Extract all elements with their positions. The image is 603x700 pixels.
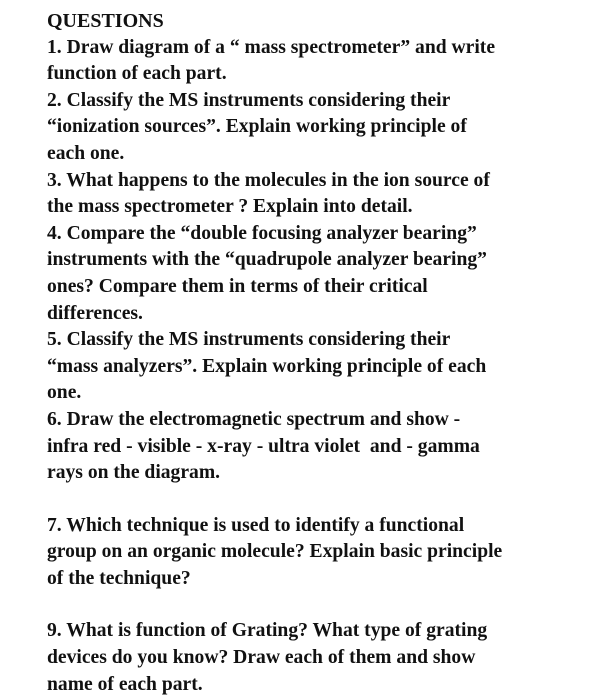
question-line: 6. Draw the electromagnetic spectrum and show - bbox=[47, 408, 461, 430]
question-line: function of each part. bbox=[47, 63, 227, 85]
question-5 bbox=[47, 327, 587, 407]
question-line: “ionization sources”. Explain working principle of bbox=[47, 116, 467, 138]
question-line: 9. What is function of Grating? What type of grating bbox=[47, 620, 488, 642]
question-1 bbox=[47, 35, 587, 88]
question-line: one. bbox=[47, 382, 82, 404]
question-line: differences. bbox=[47, 302, 143, 324]
spacer bbox=[47, 592, 587, 618]
question-3 bbox=[47, 168, 587, 221]
question-9 bbox=[47, 618, 587, 698]
question-2 bbox=[47, 88, 587, 168]
question-line: rays on the diagram. bbox=[47, 462, 221, 484]
question-line: 1. Draw diagram of a “ mass spectrometer” and write bbox=[47, 36, 496, 58]
question-line: name of each part. bbox=[47, 673, 203, 695]
question-line: the mass spectrometer ? Explain into detail. bbox=[47, 196, 413, 218]
question-line: ones? Compare them in terms of their critical bbox=[47, 275, 428, 297]
question-line: 3. What happens to the molecules in the ion source of bbox=[47, 169, 490, 191]
question-line: 2. Classify the MS instruments considering their bbox=[47, 89, 451, 111]
question-line: each one. bbox=[47, 142, 125, 164]
question-line: instruments with the “quadrupole analyzer bearing” bbox=[47, 249, 487, 271]
page-title: QUESTIONS bbox=[47, 10, 164, 32]
question-line: devices do you know? Draw each of them and show bbox=[47, 647, 476, 669]
question-line: of the technique? bbox=[47, 567, 191, 589]
question-line: 4. Compare the “double focusing analyzer bearing” bbox=[47, 222, 477, 244]
question-line: 7. Which technique is used to identify a functional bbox=[47, 514, 465, 536]
question-4 bbox=[47, 221, 587, 327]
question-line: 5. Classify the MS instruments considering their bbox=[47, 329, 451, 351]
questions-document bbox=[47, 8, 587, 698]
question-7 bbox=[47, 513, 587, 593]
spacer bbox=[47, 487, 587, 513]
question-6 bbox=[47, 407, 587, 487]
question-line: infra red - visible - x-ray - ultra violet and - gamma bbox=[47, 435, 480, 457]
question-line: “mass analyzers”. Explain working principle of each bbox=[47, 355, 487, 377]
question-line: group on an organic molecule? Explain basic principle bbox=[47, 541, 503, 563]
